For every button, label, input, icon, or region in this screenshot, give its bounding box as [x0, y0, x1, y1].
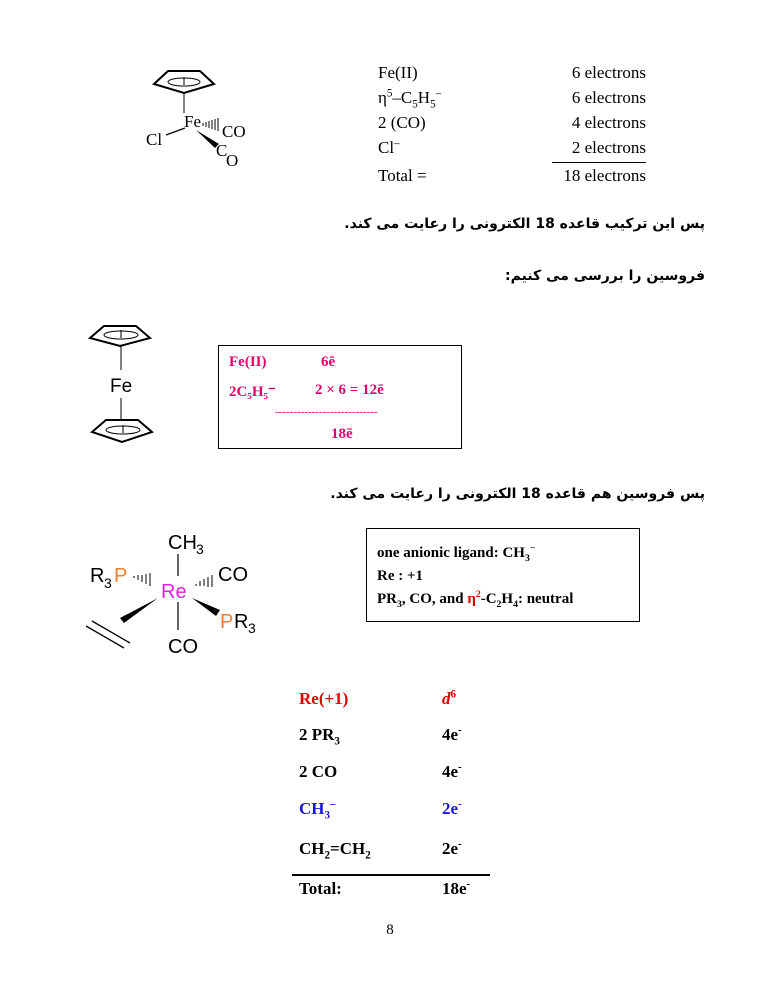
- re-row-2: 2 CO 4e-: [299, 761, 462, 781]
- svg-text:CO: CO: [168, 636, 198, 658]
- cl-label: Cl: [146, 130, 163, 149]
- count-row-fe: Fe(II) 6 electrons: [378, 63, 646, 82]
- svg-text:R: R: [90, 565, 105, 587]
- count-row-co: 2 (CO) 4 electrons: [378, 113, 646, 132]
- count-row-cl: Cl– 2 electrons: [378, 137, 646, 157]
- fe-co-hash-bond: [203, 118, 218, 131]
- svg-text:CO: CO: [218, 564, 248, 586]
- persian-text-1: پس این ترکیب قاعده 18 الکترونی را رعایت می کند.: [344, 216, 705, 232]
- ferrocene-structure: [84, 318, 164, 450]
- fe-label: Fe: [184, 112, 201, 131]
- re-row-0: Re(+1) $d^6$: [299, 688, 457, 708]
- box2-line-3: $PR_3$, CO, and $\eta^2-C_2H_4$: neutral: [377, 589, 574, 610]
- re-p-hash-bond: [134, 573, 150, 586]
- re-row-1: 2 $PR_3$ 4e-: [299, 724, 462, 748]
- cyclopentadienyl-ring: [154, 71, 214, 113]
- svg-text:3: 3: [196, 541, 204, 557]
- svg-text:3: 3: [104, 575, 112, 591]
- ferrocene-fe-label: Fe: [110, 376, 133, 397]
- re-complex-structure: [84, 526, 274, 658]
- re-p-wedge-bond: [192, 598, 220, 616]
- page-number: 8: [386, 922, 394, 938]
- box2-line-2: Re : +1: [377, 568, 424, 584]
- ethylene-bond-1: [86, 626, 124, 648]
- ferrocene-count-box: Fe(II) 6ē 2C₅H₅⁻ 2 × 6 = 12ē ---------------------------- 18ē: [218, 345, 462, 449]
- ethylene-bond-2: [92, 621, 130, 643]
- persian-text-2: فروسین را بررسی می کنیم:: [505, 268, 705, 284]
- count-row-total: Total = 18 electrons: [378, 166, 646, 185]
- svg-text:CH: CH: [168, 532, 197, 554]
- svg-text:P: P: [220, 611, 234, 633]
- top-cp-ring: [90, 326, 150, 346]
- persian-text-3: پس فروسین هم قاعده 18 الکترونی را رعایت می کند.: [330, 486, 705, 502]
- svg-text:Re: Re: [161, 581, 187, 603]
- co-label-right: CO: [222, 122, 246, 141]
- svg-text:R: R: [234, 611, 249, 633]
- svg-text:3: 3: [248, 620, 256, 636]
- cpfe-co2-cl-structure: [140, 60, 260, 175]
- re-row-4: $CH_2=CH_2$ 2e-: [299, 838, 462, 862]
- re-row-3: $CH_3^-$ 2e-: [299, 798, 462, 822]
- bottom-cp-ring: [92, 420, 152, 442]
- fe-cl-bond: [166, 128, 185, 135]
- svg-text:P: P: [114, 565, 128, 587]
- re-row-total: Total: 18e-: [299, 878, 471, 898]
- re-ethylene-wedge-bond: [120, 598, 158, 623]
- co-label-c: C: [216, 141, 228, 160]
- electron-count-table: [378, 60, 646, 188]
- count-row-cp: $\eta^5-C_5H_5^-$ 6 electrons: [378, 87, 646, 111]
- re-ligand-box: [366, 528, 640, 622]
- re-co-hash-bond: [196, 575, 212, 587]
- co-label-o: O: [226, 151, 239, 170]
- box2-line-1: one anionic ligand: $CH_3^-$: [377, 543, 536, 564]
